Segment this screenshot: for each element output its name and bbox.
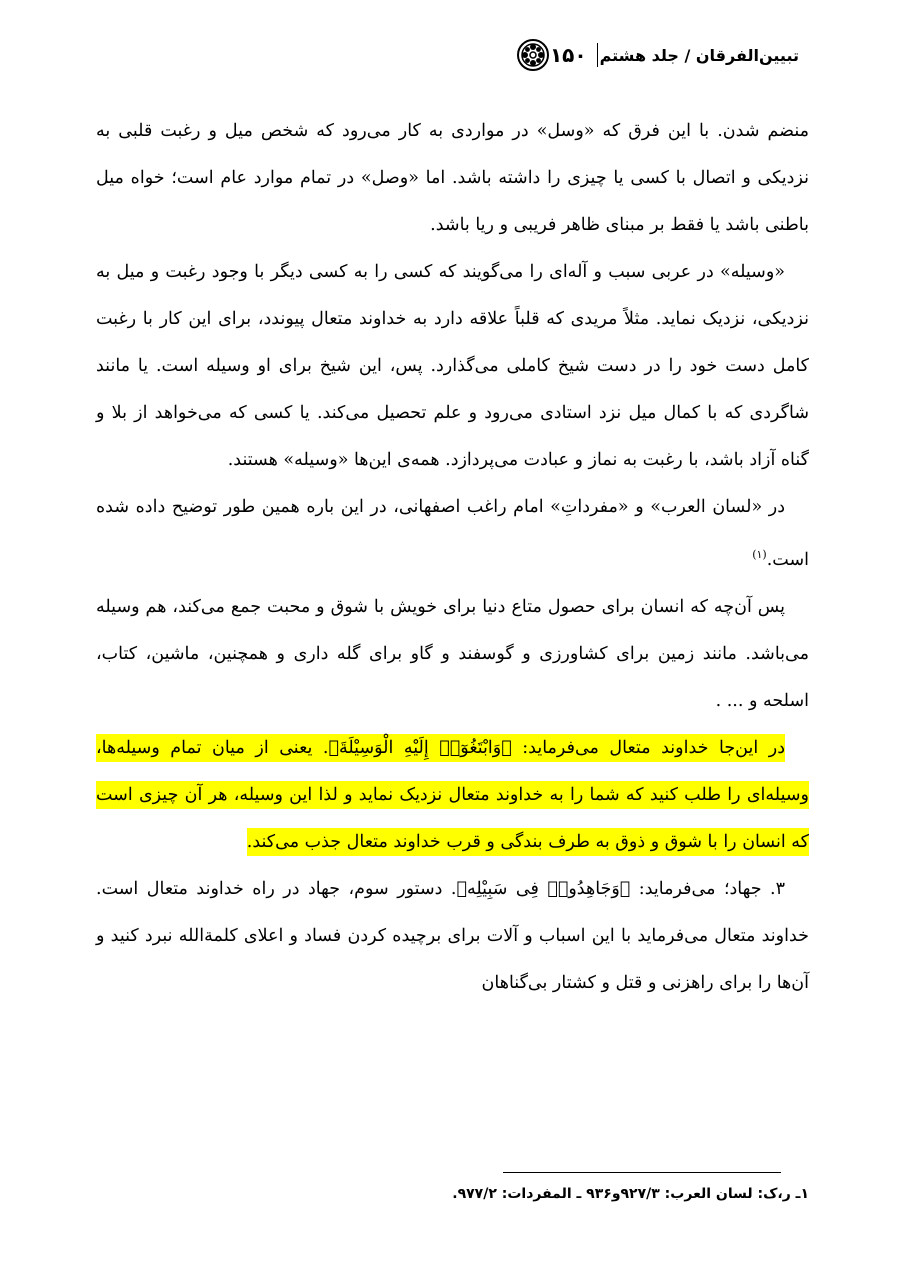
paragraph-text: در «لسان العرب» و «مفرداتِ» امام راغب اصفهانی، در این باره همین طور توضیح داده شده است.	[96, 497, 809, 570]
page-number: ۱۵۰	[550, 43, 598, 67]
text-before-quran: در این‌جا خداوند متعال می‌فرماید:	[511, 737, 785, 758]
text-after-quran: . یعنی از میان تمام وسیله‌ها، وسیله‌ای را طلب کنید که شما را به خداوند متعال نزدیک نماید و لذا این وسیله، هر آن چیزی است که انسان را با شوق و ذوق به طرف بندگی و قرب خداوند متعال جذب می‌کند.	[96, 737, 809, 852]
footnote-divider	[503, 1172, 781, 1173]
page-header	[508, 38, 809, 72]
paragraph: منضم شدن. با این فرق که «وسل» در مواردی به کار می‌رود که شخص میل و رغبت قلبی به نزدیکی و اتصال با کسی یا چیزی را داشته باشد. اما «وصل» در تمام موارد عام است؛ خواه میل باطنی باشد یا فقط بر مبنای ظاهر فریبی و ریا باشد.	[96, 121, 809, 235]
text-before-quran: ۳. جهاد؛ می‌فرماید:	[630, 878, 785, 899]
book-title: تبیین‌الفرقان / جلد هشتم	[599, 45, 799, 65]
footnote: ۱ـ ر،ک: لسان العرب: ۹۲۷/۳و۹۳۶ ـ المفردات: ۹۷۷/۲.	[452, 1186, 809, 1202]
paragraph: «وسیله» در عربی سبب و آله‌ای را می‌گویند که کسی را به کسی دیگر با وجود رغبت و میل به نزدیکی، نزدیک نماید. مثلاً مریدی که قلباً علاقه دارد به خداوند متعال پیوندد، برای این کار با رغبت کامل دست خود را در دست شیخ کاملی می‌گذارد. پس، این شیخ برای او وسیله است. یا مانند شاگردی که با کمال میل نزد استادی می‌رود و علم تحصیل می‌کند. یا کسی که می‌خواهد از بلا و گناه آزاد باشد، با رغبت به نماز و عبادت می‌پردازد. همه‌ی این‌ها «وسیله» هستند.	[96, 262, 809, 470]
flower-ornament-icon	[516, 38, 550, 72]
highlight	[96, 734, 809, 856]
footnote-ref: (۱)	[752, 548, 767, 561]
paragraph	[96, 484, 809, 584]
paragraph	[96, 866, 809, 1007]
main-text	[96, 108, 809, 1007]
text-after-quran: . دستور سوم، جهاد در راه خداوند متعال است. خداوند متعال می‌فرماید با این اسباب و آلات برای برچیده کردن فساد و اعلای کلمةالله نبرد کنید و آن‌ها را برای راهزنی و قتل و کشتار بی‌گناهان	[96, 878, 809, 993]
highlighted-paragraph	[96, 725, 809, 866]
quran-verse: ﴿وَابْتَغُوٓا۟ إِلَيْهِ الْوَسِيْلَةَ﴾	[328, 737, 512, 758]
quran-verse: ﴿وَجَاهِدُوا۟ فِى سَبِيْلِه﴾	[456, 878, 631, 899]
paragraph: پس آن‌چه که انسان برای حصول متاع دنیا برای خویش با شوق و محبت جمع می‌کند، هم وسیله می‌باشد. مانند زمین برای کشاورزی و گوسفند و گاو برای گله داری و همچنین، ماشین، کتاب، اسلحه و ... .	[96, 596, 809, 711]
